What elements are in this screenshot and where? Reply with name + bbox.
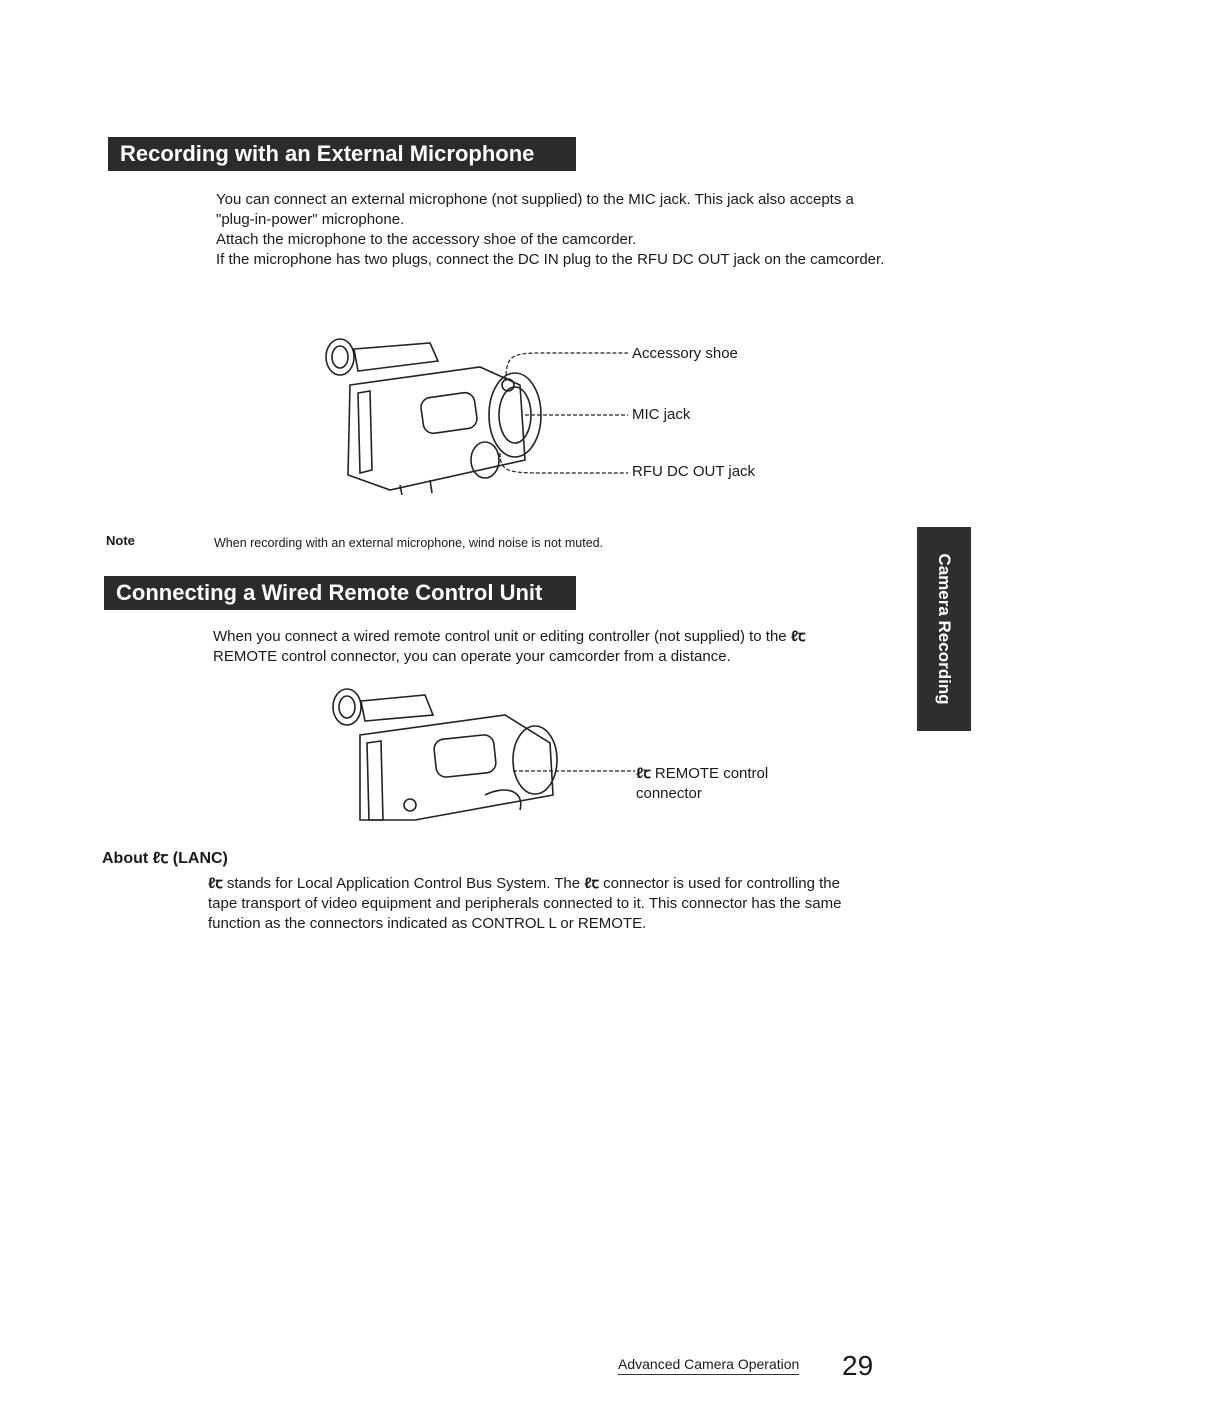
callout-accessory-shoe: Accessory shoe (632, 345, 738, 362)
callout-line (636, 764, 768, 784)
note-label: Note (106, 533, 135, 548)
callout-text: REMOTE control (654, 765, 769, 782)
heading-text: (LANC) (172, 850, 228, 867)
paragraph (213, 627, 903, 647)
callout-remote-connector (636, 764, 768, 804)
about-text: connector is used for controlling the tape transport of video equipment and peripherals connected to it. This connector has the same function as the connectors indicated as CONTROL L or REMOTE. (208, 875, 842, 932)
lanc-icon: ℓꞇ (208, 875, 223, 892)
side-tab-camera-recording (917, 527, 971, 731)
paragraph: REMOTE control connector, you can operate your camcorder from a distance. (213, 648, 731, 665)
about-text: stands for Local Application Control Bus System. The (226, 875, 581, 892)
camcorder-microphone-illustration (310, 335, 640, 495)
lanc-icon: ℓꞇ (152, 850, 169, 867)
callout-line: connector (636, 785, 702, 802)
page-number: 29 (842, 1350, 874, 1381)
lanc-icon: ℓꞇ (584, 875, 599, 892)
note-text: When recording with an external microphone, wind noise is not muted. (214, 536, 604, 550)
about-lanc-heading (102, 846, 228, 868)
wired-remote-text (213, 627, 903, 667)
about-lanc-text (208, 874, 868, 934)
lanc-icon: ℓꞇ (790, 628, 806, 645)
footer-section-label: Advanced Camera Operation (618, 1356, 799, 1375)
callout-mic-jack: MIC jack (632, 406, 691, 423)
external-microphone-text (216, 190, 896, 270)
camcorder-remote-illustration (325, 685, 637, 825)
heading-text: About (102, 850, 149, 867)
paragraph-text: When you connect a wired remote control unit or editing controller (not supplied) to the (213, 628, 787, 645)
section-heading-external-microphone: Recording with an External Microphone (108, 137, 576, 171)
paragraph: Attach the microphone to the accessory shoe of the camcorder. (216, 231, 637, 248)
paragraph: You can connect an external microphone (not supplied) to the MIC jack. This jack also accepts a "plug-in-power" microphone. (216, 191, 854, 228)
callout-rfu-dc-out-jack: RFU DC OUT jack (632, 463, 756, 480)
lanc-icon: ℓꞇ (636, 765, 651, 782)
section-heading-wired-remote: Connecting a Wired Remote Control Unit (104, 576, 576, 610)
paragraph: If the microphone has two plugs, connect the DC IN plug to the RFU DC OUT jack on the camcorder. (216, 251, 885, 268)
side-tab-label: Camera Recording (935, 553, 954, 705)
